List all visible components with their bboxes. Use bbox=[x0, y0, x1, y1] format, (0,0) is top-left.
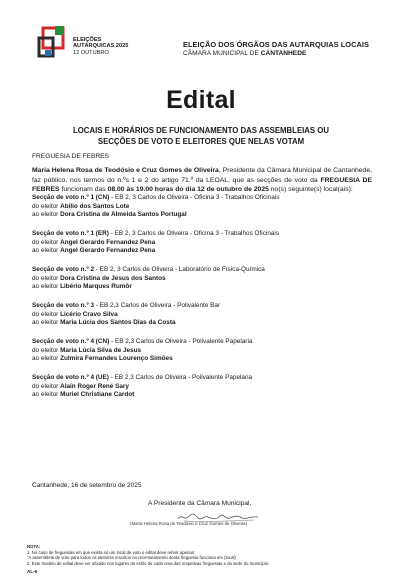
president-name: Maria Helena Rosa de Teodósio e Cruz Gomes de Oliveira bbox=[32, 167, 219, 174]
to-voter: Dora Cristina de Almeida Santos Portugal bbox=[60, 211, 187, 219]
section-label: Secção de voto n.º 4 (CN) bbox=[32, 338, 110, 345]
section-place: - EB 2, 3 Carlos de Oliveira - Oficina 3 - Trabalhos Oficinais bbox=[108, 230, 280, 237]
intro-text-6: no(s) seguinte(s) local(ais): bbox=[268, 186, 353, 194]
to-prefix: ao eleitor bbox=[32, 247, 61, 255]
section-place: - EB 2,3 Carlos de Oliveira - Polivalente Papelaria bbox=[109, 338, 253, 345]
note-1: 1. No caso de freguesias em que exista só um local de voto o edital deve referir apenas: bbox=[27, 549, 196, 555]
document-code: AL-6 bbox=[27, 569, 38, 574]
header-subtitle-city: CANTANHEDE bbox=[260, 50, 307, 57]
section-heading bbox=[32, 266, 377, 275]
intro-freguesia: FREGUESIA DE FEBRES bbox=[32, 176, 373, 194]
section-from bbox=[32, 383, 377, 392]
intro-date: do dia 12 de outubro de 2025 bbox=[175, 186, 269, 194]
section-to bbox=[32, 247, 377, 256]
logo-line-3: 12 OUTUBRO bbox=[73, 49, 109, 56]
logo-line-1: ELEIÇÕES bbox=[73, 37, 102, 43]
document-subtitle-line-2: SECÇÕES DE VOTO E ELEITORES QUE NELAS VOTAM bbox=[97, 137, 305, 146]
intro-paragraph bbox=[32, 166, 372, 195]
from-prefix: do eleitor bbox=[32, 382, 61, 390]
logo-line-2: AUTÁRQUICAS 2025 bbox=[73, 43, 129, 50]
section-from bbox=[32, 311, 377, 320]
to-voter: Libério Marques Rumôr bbox=[60, 283, 132, 291]
logo-text bbox=[73, 37, 128, 56]
intro-text-2: Municipal de Cantanhede, faz público, nos termos do n.º bbox=[32, 167, 372, 184]
signature-role: A Presidente da Câmara Municipal, bbox=[148, 500, 252, 507]
to-prefix: ao eleitor bbox=[32, 391, 61, 399]
section-heading bbox=[32, 302, 377, 311]
signature-name: (Maria Helena Rosa de Teodósio e Cruz Gomes de Oliveira) bbox=[130, 521, 248, 526]
to-voter: Muriel Christiane Cardot bbox=[60, 391, 135, 399]
from-voter: Dora Cristina de Jesus dos Santos bbox=[60, 274, 166, 282]
from-voter: Abílio dos Santos Lote bbox=[60, 202, 130, 210]
from-prefix: do eleitor bbox=[32, 310, 61, 318]
from-prefix: do eleitor bbox=[32, 202, 61, 210]
section-place: - EB 2,3 Carlos de Oliveira - Polivalente Bar bbox=[94, 302, 221, 309]
document-subtitle-line-1: LOCAIS E HORÁRIOS DE FUNCIONAMENTO DAS ASSEMBLEIAS OU bbox=[72, 126, 329, 135]
voting-section-3 bbox=[32, 266, 377, 292]
section-from bbox=[32, 275, 377, 284]
voting-section-6 bbox=[32, 374, 377, 400]
section-label: Secção de voto n.º 3 bbox=[32, 302, 94, 309]
note-1b: "A assembleia de voto para todos os eleitores inscritos no recenseamento desta freguesia funciona em (local) bbox=[27, 555, 236, 561]
section-heading bbox=[32, 194, 377, 203]
from-voter: Alain Roger René Sary bbox=[60, 382, 129, 390]
voting-section-1 bbox=[32, 194, 377, 220]
section-place: - EB 2, 3 Carlos de Oliveira - Oficina 3 - Trabalhos Oficinais bbox=[109, 194, 280, 201]
section-place: - EB 2,3 Carlos de Oliveira - Polivalente Papelaria bbox=[108, 374, 253, 381]
freguesia-label: FREGUESIA DE FEBRES bbox=[32, 153, 109, 160]
intro-text-3: s 1 e 2 do artigo 71.º da LEOAL, bbox=[125, 176, 230, 184]
to-prefix: ao eleitor bbox=[32, 355, 61, 363]
to-voter: Angel Gerardo Fernandez Pena bbox=[60, 247, 156, 255]
from-prefix: do eleitor bbox=[32, 274, 61, 282]
section-from bbox=[32, 203, 377, 212]
note-2: 2. Este modelo de edital deve ser afixado nos lugares de estilo de cada uma das respetivas freguesias e da sede do município. bbox=[27, 560, 270, 566]
document-title: Edital bbox=[166, 86, 236, 114]
from-voter: Angel Gerardo Fernandez Pena bbox=[60, 238, 156, 246]
section-to bbox=[32, 211, 377, 220]
section-from bbox=[32, 239, 377, 248]
section-heading bbox=[32, 374, 377, 383]
header-title: ELEIÇÃO DOS ÓRGÃOS DAS AUTARQUIAS LOCAIS bbox=[183, 40, 369, 49]
header-subtitle-prefix: CÂMARA MUNICIPAL DE bbox=[183, 50, 261, 57]
section-from bbox=[32, 347, 377, 356]
section-to bbox=[32, 283, 377, 292]
header-subtitle bbox=[183, 50, 306, 57]
elections-logo bbox=[37, 24, 67, 60]
intro-text-5: funcionam das bbox=[59, 186, 108, 194]
notes bbox=[27, 544, 377, 566]
from-prefix: do eleitor bbox=[32, 346, 61, 354]
voting-section-5 bbox=[32, 338, 377, 364]
to-prefix: ao eleitor bbox=[32, 283, 61, 291]
voting-section-2 bbox=[32, 230, 377, 256]
section-label: Secção de voto n.º 2 bbox=[32, 266, 94, 273]
section-heading bbox=[32, 230, 377, 239]
intro-text-1: , Presidente da Câmara bbox=[218, 167, 291, 174]
intro-hours: 08.00 às 19.00 horas bbox=[107, 186, 174, 194]
section-label: Secção de voto n.º 4 (UE) bbox=[32, 374, 109, 381]
voting-section-4 bbox=[32, 302, 377, 328]
to-prefix: ao eleitor bbox=[32, 211, 61, 219]
section-place: - EB 2, 3 Carlos de Oliveira - Laboratório de Física-Química bbox=[94, 266, 265, 273]
section-to bbox=[32, 319, 377, 328]
to-prefix: ao eleitor bbox=[32, 319, 61, 327]
to-voter: Maria Lúcia dos Santos Dias da Costa bbox=[60, 319, 176, 327]
intro-text-4: que as secções de voto da bbox=[232, 176, 321, 184]
to-voter: Zulmira Fernandes Lourenço Simões bbox=[60, 355, 173, 363]
section-label: Secção de voto n.º 1 (CN) bbox=[32, 194, 110, 201]
section-heading bbox=[32, 338, 377, 347]
from-prefix: do eleitor bbox=[32, 238, 61, 246]
document-subtitle bbox=[30, 125, 372, 147]
from-voter: Maria Lúcia Silva de Jesus bbox=[60, 346, 142, 354]
notes-title: NOTA: bbox=[27, 544, 41, 549]
from-voter: Licério Cravo Silva bbox=[60, 310, 118, 318]
section-to bbox=[32, 391, 377, 400]
place-date: Cantanhede, 16 de setembro de 2025 bbox=[32, 482, 142, 489]
section-to bbox=[32, 355, 377, 364]
section-label: Secção de voto n.º 1 (ER) bbox=[32, 230, 109, 237]
